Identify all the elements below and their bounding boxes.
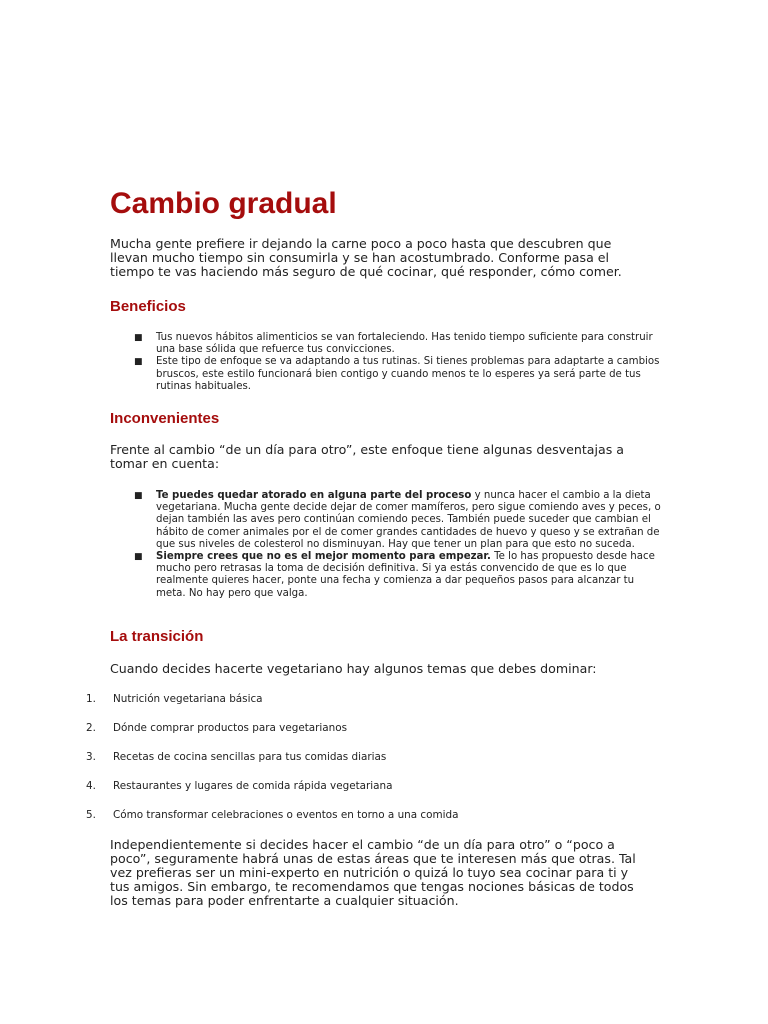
list-item-bold-lead: Siempre crees que no es el mejor momento para empezar. — [156, 551, 491, 563]
item-number: 4. — [86, 780, 96, 792]
list-item — [134, 490, 664, 551]
item-text: Recetas de cocina sencillas para tus comidas diarias — [113, 751, 387, 763]
intro-paragraph: Mucha gente prefiere ir dejando la carne poco a poco hasta que descubren que llevan mucho tiempo sin consumirla y se han acostumbrado. Conforme pasa el tiempo te vas haciendo más seguro de qué cocinar, qué responder, cómo comer. — [110, 236, 622, 279]
bullet-icon: ■ — [134, 491, 143, 501]
list-item — [134, 356, 664, 393]
bullet-icon: ■ — [134, 552, 143, 563]
item-number: 5. — [86, 809, 96, 821]
page-title: Cambio gradual — [110, 187, 337, 220]
item-text: Cómo transformar celebraciones o eventos en torno a una comida — [113, 809, 459, 821]
bullet-icon: ■ — [134, 357, 143, 368]
list-item — [134, 551, 664, 600]
list-item-bold-lead: Te puedes quedar atorado en alguna parte del proceso — [156, 490, 472, 501]
list-item-text: Este tipo de enfoque se va adaptando a tus rutinas. Si tienes problemas para adaptarte a cambios bruscos, este estilo funcionará bien contigo y cuando menos te lo esperes ya será parte de tus rutinas habituales. — [156, 356, 660, 392]
section-heading-beneficios: Beneficios — [110, 298, 186, 315]
inconvenientes-list — [134, 490, 664, 600]
item-text: Nutrición vegetariana básica — [113, 693, 263, 705]
beneficios-list — [134, 332, 664, 393]
section-heading-transicion: La transición — [110, 628, 204, 645]
item-text: Restaurantes y lugares de comida rápida vegetariana — [113, 780, 393, 792]
list-item-text: Tus nuevos hábitos alimenticios se van fortaleciendo. Has tenido tiempo suficiente para construir una base sólida que refuerce tus convicciones. — [156, 332, 653, 356]
list-item — [134, 332, 664, 356]
section-heading-inconvenientes: Inconvenientes — [110, 410, 220, 427]
transicion-intro: Cuando decides hacerte vegetariano hay algunos temas que debes dominar: — [110, 661, 597, 676]
item-number: 1. — [86, 693, 96, 705]
list-item-text: Te lo has propuesto desde hace mucho pero retrasas la toma de decisión definitiva. Si ya estás convencido de que es lo que realmente quieres hacer, ponte una fecha y comienza a dar pequeños pasos para alcanzar tu meta. No hay pero que valga. — [156, 551, 655, 599]
bullet-icon: ■ — [134, 333, 143, 343]
list-item-text: y nunca hacer el cambio a la dieta vegetariana. Mucha gente decide dejar de comer mamíferos, pero sigue comiendo aves y peces, o dejan también las aves pero continúan comiendo peces. También puede suceder que cambian el hábito de comer animales por el de comer grandes cantidades de huevo y queso y se extrañan de que sus niveles de colesterol no disminuyan. Hay que tener un plan para que esto no suceda. — [156, 490, 661, 550]
item-number: 3. — [86, 751, 96, 763]
item-number: 2. — [86, 722, 96, 734]
inconvenientes-intro: Frente al cambio “de un día para otro”, este enfoque tiene algunas desventajas a tomar en cuenta: — [110, 442, 624, 471]
item-text: Dónde comprar productos para vegetarianos — [113, 722, 348, 734]
closing-paragraph: Independientemente si decides hacer el cambio “de un día para otro” o “poco a poco”, seguramente habrá unas de estas áreas que te interesen más que otras. Tal vez prefieras ser un mini-experto en nutrición o quizá lo tuyo sea cocinar para ti y tus amigos. Sin embargo, te recomendamos que tengas nociones básicas de todos los temas para poder enfrentarte a cualquier situación. — [110, 837, 636, 908]
